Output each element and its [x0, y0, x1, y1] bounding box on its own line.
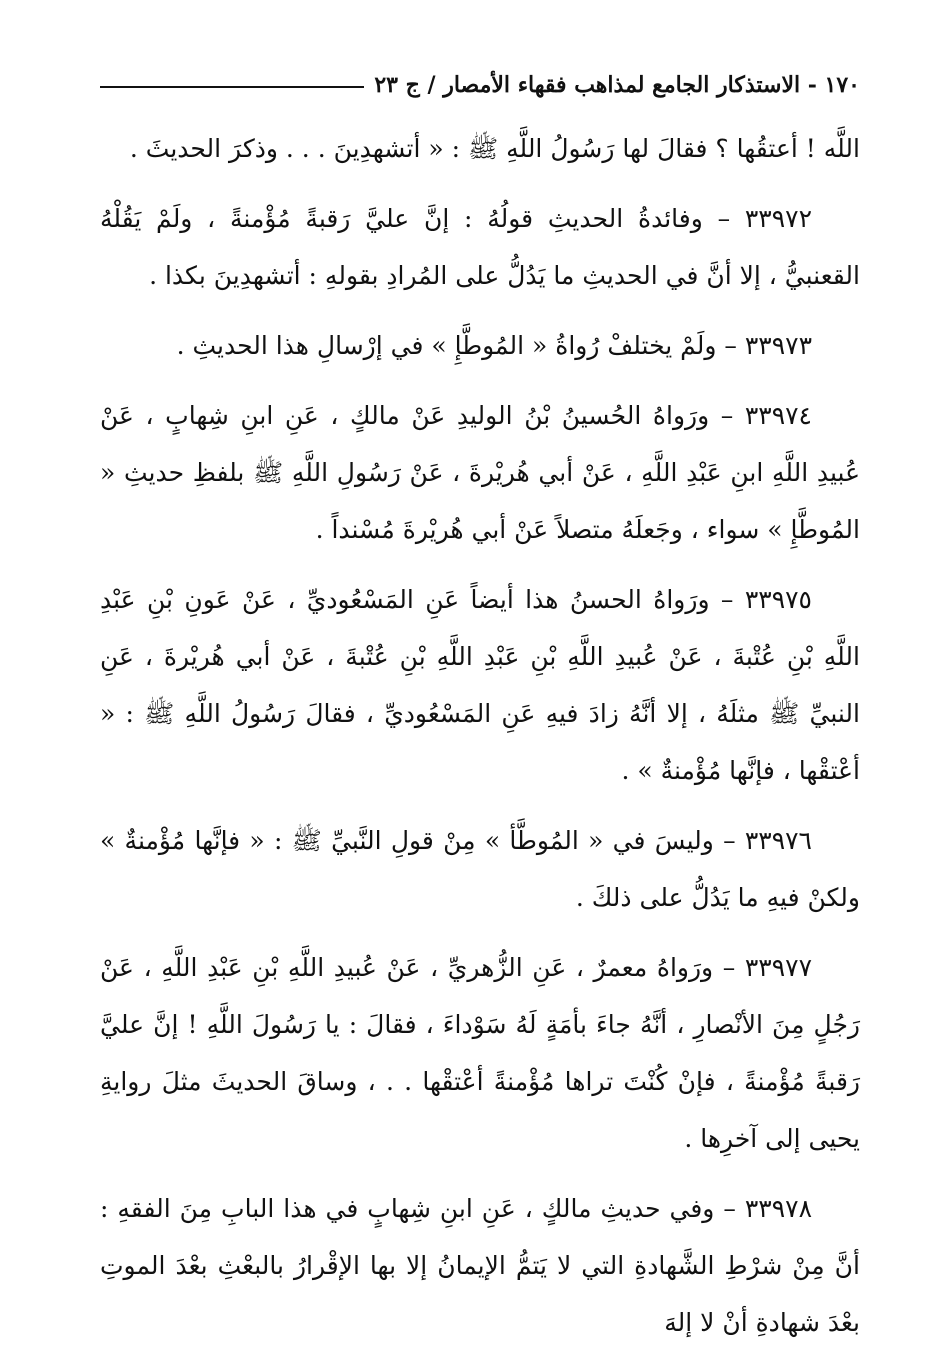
paragraph: [100, 1180, 860, 1351]
paragraph-dash: –: [716, 331, 737, 360]
paragraph-number: ٣٣٩٧٨: [744, 1194, 812, 1223]
paragraph-text: اللَّه ! أعتقُها ؟ فقالَ لها رَسُولُ اللَّهِ ﷺ : « أتشهدِينَ . . . وذكرَ الحديثَ .: [129, 134, 860, 163]
paragraph-text: وفي حديثِ مالكٍ ، عَنِ ابنِ شِهابٍ في هذا البابِ مِنَ الفقهِ : أنَّ مِنْ شرْطِ الشَّهادةِ التي لا يَتمُّ الإيمانُ إلا بها الإقْرارُ بالبعْثِ بعْدَ الموتِ بعْدَ شهادةِ أنْ لا إلهَ: [100, 1194, 860, 1337]
paragraph-dash: –: [702, 204, 731, 233]
paragraph-number: ٣٣٩٧٦: [744, 826, 812, 855]
paragraph-text: ورَواهُ معمرٌ ، عَنِ الزُّهريِّ ، عَنْ عُبيدِ اللَّهِ بْنِ عَبْدِ اللَّهِ ، عَنْ رَجُلٍ مِنَ الأنْصارِ ، أنَّهُ جاءَ بأمَةٍ لَهُ سَوْداءَ ، فقالَ : يا رَسُولَ اللَّهِ ! إنَّ عليَّ رَقبةً مُؤْمنةً ، فإنْ كُنْتَ تراها مُؤْمنةً أعْتقْها . . ، وساقَ الحديثَ مثلَ روايةِ يحيى إلى آخرِها .: [100, 953, 860, 1153]
paragraph-dash: –: [713, 826, 736, 855]
paragraph: [100, 812, 860, 926]
paragraph-text: ورَواهُ الحُسينُ بْنُ الوليدِ عَنْ مالكٍ ، عَنِ ابنِ شِهابٍ ، عَنْ عُبيدِ اللَّهِ ابنِ عَبْدِ اللَّهِ ، عَنْ أبي هُريْرةَ ، عَنْ رَسُولِ اللَّهِ ﷺ بلفظِ حديثِ « المُوطَّإِ » سواء ، وجَعلَهُ متصلاً عَنْ أبي هُريْرةَ مُسْنداً .: [100, 401, 860, 544]
paragraph: [100, 190, 860, 304]
paragraph-dash: –: [709, 401, 734, 430]
paragraph-text: وفائدةُ الحديثِ قولُهُ : إنَّ عليَّ رَقبةً مُؤْمنةً ، ولَمْ يَقُلْهُ القعنبيُّ ، إلا أنَّ في الحديثِ ما يَدُلُّ على المُرادِ بقولهِ : أتشهدِينَ بكذا .: [100, 204, 860, 290]
page-header: [100, 48, 860, 98]
paragraph-number: ٣٣٩٧٥: [744, 585, 812, 614]
paragraph-text: وليسَ في « المُوطَّأ » مِنْ قولِ النَّبيِّ ﷺ : « فإنَّها مُؤْمنةٌ » ولكنْ فيهِ ما يَدُلُّ على ذلكَ .: [100, 826, 860, 912]
header-rule: [100, 86, 364, 88]
paragraph: [100, 939, 860, 1167]
paragraph-dash: –: [714, 1194, 736, 1223]
paragraph: [100, 571, 860, 799]
running-title: ١٧٠ - الاستذكار الجامع لمذاهب فقهاء الأمصار / ج ٢٣: [374, 71, 860, 98]
paragraph-number: ٣٣٩٧٧: [744, 953, 813, 982]
paragraph-text: ولَمْ يختلفْ رُواةُ « المُوطَّإِ » في إرْسالِ هذا الحديثِ .: [176, 331, 717, 360]
paragraph-number: ٣٣٩٧٣: [744, 331, 812, 360]
paragraph-text: ورَواهُ الحسنُ هذا أيضاً عَنِ المَسْعُوديِّ ، عَنْ عَونِ بْنِ عَبْدِ اللَّهِ بْنِ عُتْبةَ ، عَنْ عُبيدِ اللَّهِ بْنِ عَبْدِ اللَّهِ بْنِ عُتْبةَ ، عَنْ أبي هُريْرةَ ، عَنِ النبيِّ ﷺ مثلَهُ ، إلا أنَّهُ زادَ فيهِ عَنِ المَسْعُوديِّ ، فقالَ رَسُولُ اللَّهِ ﷺ : « أعْتقْها ، فإنَّها مُؤْمنةٌ » .: [100, 585, 860, 785]
paragraph: [100, 317, 860, 374]
paragraph-number: ٣٣٩٧٤: [744, 401, 812, 430]
paragraph-dash: –: [713, 953, 736, 982]
paragraph-continuation: [100, 120, 860, 177]
paragraph-dash: –: [709, 585, 734, 614]
page-body: [100, 120, 860, 1364]
paragraph-number: ٣٣٩٧٢: [744, 204, 813, 233]
paragraph: [100, 387, 860, 558]
